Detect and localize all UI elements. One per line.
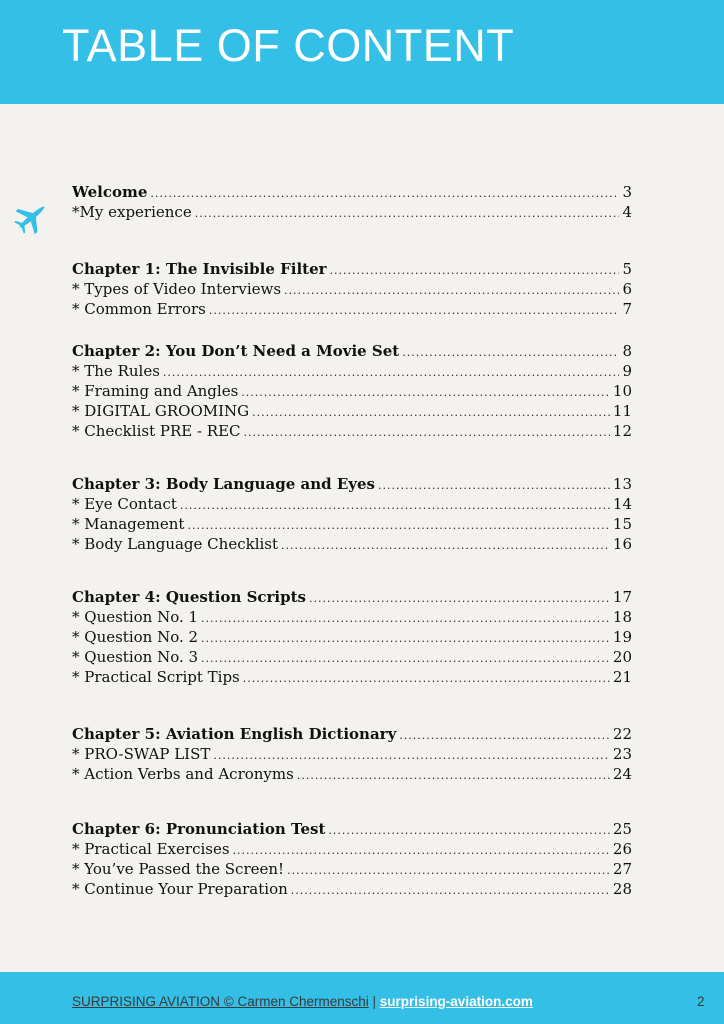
- toc-entry-page: 25: [612, 820, 632, 838]
- toc-entry-page: 5: [622, 260, 632, 278]
- toc-entry-label: * DIGITAL GROOMING: [72, 402, 250, 420]
- toc-heading[interactable]: [72, 820, 632, 840]
- toc-leader-dots: [287, 862, 610, 880]
- toc-entry-page: 27: [612, 860, 632, 878]
- toc-entry-label: Chapter 4: Question Scripts: [72, 588, 306, 606]
- toc-section-chapter-4: [72, 588, 632, 688]
- toc-entry[interactable]: [72, 648, 632, 668]
- toc-entry[interactable]: [72, 608, 632, 628]
- toc-entry-page: 21: [612, 668, 632, 686]
- toc-leader-dots: [201, 610, 610, 628]
- header-bar: [0, 0, 724, 104]
- toc-entry-label: Chapter 6: Pronunciation Test: [72, 820, 326, 838]
- toc-entry-page: 24: [612, 765, 632, 783]
- toc-heading[interactable]: [72, 183, 632, 203]
- toc-entry-page: 16: [612, 535, 632, 553]
- toc-leader-dots: [252, 404, 610, 422]
- toc-entry-label: *My experience: [72, 203, 192, 221]
- toc-entry-page: 8: [622, 342, 632, 360]
- toc-leader-dots: [309, 590, 610, 608]
- toc-entry-page: 4: [622, 203, 632, 221]
- toc-entry-label: * You’ve Passed the Screen!: [72, 860, 285, 878]
- toc-leader-dots: [195, 205, 620, 223]
- toc-leader-dots: [281, 537, 610, 555]
- toc-entry[interactable]: [72, 515, 632, 535]
- toc-entry-page: 14: [612, 495, 632, 513]
- page-number: 2: [697, 994, 705, 1009]
- toc-leader-dots: [150, 185, 619, 203]
- toc-entry[interactable]: [72, 280, 632, 300]
- toc-entry-page: 20: [612, 648, 632, 666]
- toc-leader-dots: [291, 882, 610, 900]
- toc-entry[interactable]: [72, 422, 632, 442]
- toc-entry-label: * Action Verbs and Acronyms: [72, 765, 294, 783]
- toc-leader-dots: [402, 344, 619, 362]
- toc-heading[interactable]: [72, 588, 632, 608]
- toc-entry-page: 23: [612, 745, 632, 763]
- toc-leader-dots: [201, 630, 610, 648]
- toc-entry[interactable]: [72, 840, 632, 860]
- toc-entry[interactable]: [72, 535, 632, 555]
- toc-entry-label: * Question No. 3: [72, 648, 199, 666]
- toc-entry-page: 26: [612, 840, 632, 858]
- toc-entry-page: 12: [612, 422, 632, 440]
- toc-leader-dots: [180, 497, 610, 515]
- toc-entry[interactable]: [72, 362, 632, 382]
- toc-entry[interactable]: [72, 300, 632, 320]
- toc-section-chapter-2: [72, 342, 632, 442]
- toc-entry-page: 7: [622, 300, 632, 318]
- toc-entry-label: * Practical Script Tips: [72, 668, 240, 686]
- toc-entry[interactable]: [72, 628, 632, 648]
- toc-heading[interactable]: [72, 342, 632, 362]
- toc-leader-dots: [297, 767, 610, 785]
- toc-entry-label: * Eye Contact: [72, 495, 177, 513]
- toc-leader-dots: [244, 424, 610, 442]
- toc-entry-label: * Continue Your Preparation: [72, 880, 288, 898]
- toc-leader-dots: [241, 384, 610, 402]
- toc-entry-label: Chapter 2: You Don’t Need a Movie Set: [72, 342, 400, 360]
- toc-entry[interactable]: [72, 402, 632, 422]
- toc-entry[interactable]: [72, 860, 632, 880]
- toc-entry-page: 13: [612, 475, 632, 493]
- toc-entry-label: * PRO-SWAP LIST: [72, 745, 211, 763]
- toc-leader-dots: [201, 650, 610, 668]
- toc-heading[interactable]: [72, 725, 632, 745]
- toc-entry[interactable]: [72, 203, 632, 223]
- toc-leader-dots: [163, 364, 620, 382]
- toc-entry-page: 10: [612, 382, 632, 400]
- toc-leader-dots: [187, 517, 609, 535]
- toc-section-welcome: [72, 183, 632, 223]
- toc-entry-page: 22: [612, 725, 632, 743]
- toc-heading[interactable]: [72, 475, 632, 495]
- toc-leader-dots: [213, 747, 610, 765]
- footer-brand-link[interactable]: SURPRISING AVIATION © Carmen Chermenschi: [72, 994, 369, 1009]
- toc-entry-page: 28: [612, 880, 632, 898]
- table-of-contents: [72, 183, 632, 900]
- toc-heading[interactable]: [72, 260, 632, 280]
- toc-leader-dots: [209, 302, 620, 320]
- toc-entry-page: 6: [622, 280, 632, 298]
- toc-leader-dots: [378, 477, 610, 495]
- toc-entry-label: Chapter 3: Body Language and Eyes: [72, 475, 375, 493]
- toc-section-chapter-1: [72, 260, 632, 320]
- toc-entry-label: * Management: [72, 515, 185, 533]
- toc-leader-dots: [399, 727, 610, 745]
- footer-credits: [72, 994, 533, 1009]
- toc-entry-page: 17: [612, 588, 632, 606]
- toc-entry-page: 11: [612, 402, 632, 420]
- toc-entry-label: * Question No. 2: [72, 628, 199, 646]
- toc-section-chapter-3: [72, 475, 632, 555]
- toc-entry[interactable]: [72, 880, 632, 900]
- toc-entry-label: * Practical Exercises: [72, 840, 230, 858]
- toc-leader-dots: [330, 262, 620, 280]
- toc-entry-label: Chapter 5: Aviation English Dictionary: [72, 725, 397, 743]
- toc-section-chapter-5: [72, 725, 632, 785]
- toc-entry[interactable]: [72, 382, 632, 402]
- toc-entry-label: Welcome: [72, 183, 148, 201]
- footer-bar: [0, 972, 724, 1024]
- toc-entry-label: * Framing and Angles: [72, 382, 239, 400]
- toc-leader-dots: [284, 282, 619, 300]
- toc-entry[interactable]: [72, 745, 632, 765]
- toc-entry-page: 3: [622, 183, 632, 201]
- toc-leader-dots: [233, 842, 610, 860]
- toc-entry-page: 18: [612, 608, 632, 626]
- toc-leader-dots: [243, 670, 610, 688]
- footer-website-link[interactable]: surprising-aviation.com: [379, 994, 533, 1009]
- toc-entry-page: 19: [612, 628, 632, 646]
- toc-entry[interactable]: [72, 668, 632, 688]
- airplane-icon: [12, 197, 52, 237]
- toc-entry-label: * Types of Video Interviews: [72, 280, 282, 298]
- toc-entry[interactable]: [72, 495, 632, 515]
- toc-section-chapter-6: [72, 820, 632, 900]
- footer-separator: |: [368, 994, 380, 1009]
- toc-entry-label: * Question No. 1: [72, 608, 199, 626]
- toc-entry-label: * Common Errors: [72, 300, 206, 318]
- toc-entry-label: Chapter 1: The Invisible Filter: [72, 260, 327, 278]
- toc-entry-page: 15: [612, 515, 632, 533]
- toc-entry-label: * Body Language Checklist: [72, 535, 279, 553]
- toc-entry-label: * The Rules: [72, 362, 160, 380]
- toc-entry[interactable]: [72, 765, 632, 785]
- toc-leader-dots: [328, 822, 609, 840]
- toc-entry-page: 9: [622, 362, 632, 380]
- page-title: TABLE OF CONTENT: [62, 20, 515, 71]
- toc-entry-label: * Checklist PRE - REC: [72, 422, 241, 440]
